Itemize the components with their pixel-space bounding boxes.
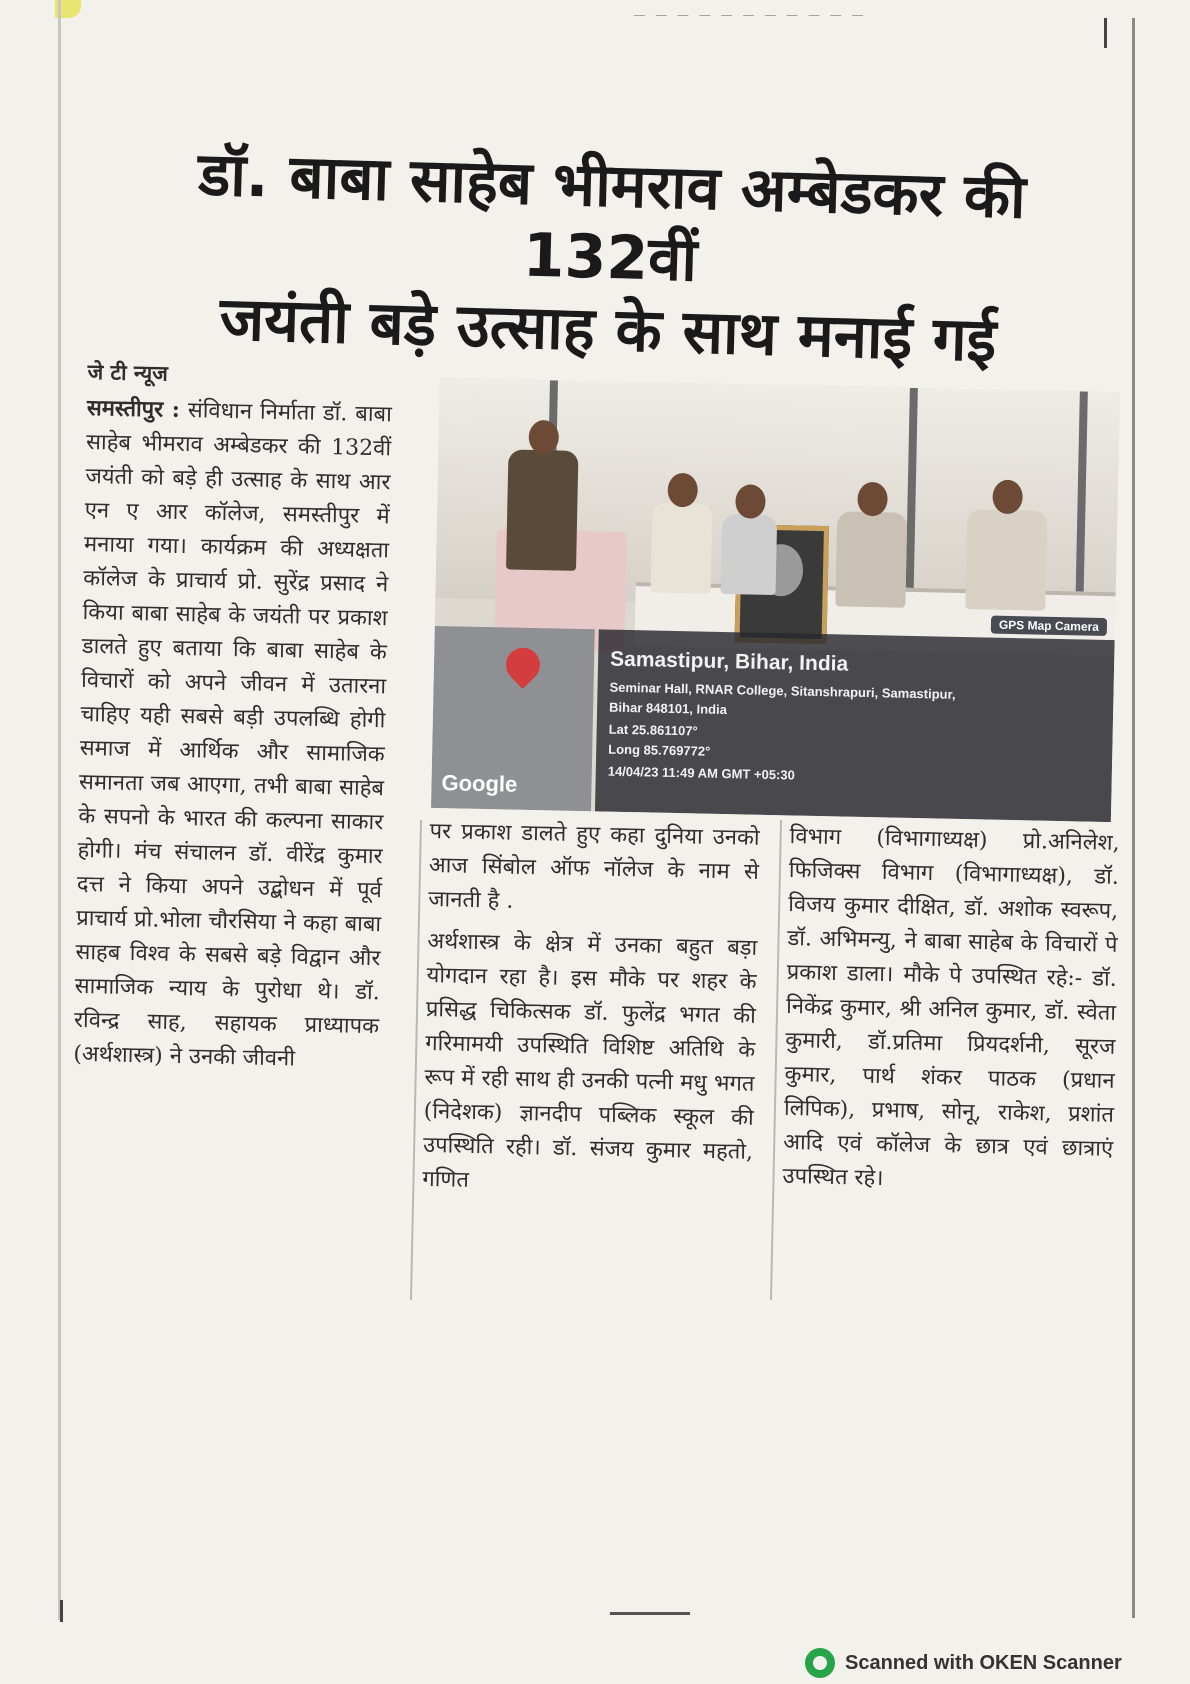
photo-speaker xyxy=(506,449,578,570)
headline-line-1: डॉ. बाबा साहेब भीमराव अम्बेडकर की 132वीं xyxy=(197,139,1027,296)
left-margin-mark xyxy=(60,1600,63,1622)
gps-long: Long 85.769772° xyxy=(608,741,711,759)
article-column-3 xyxy=(782,820,1120,1209)
header-strip: — — — — — — — — — — — xyxy=(633,8,867,22)
photo-guest xyxy=(835,511,907,607)
map-google-label: Google xyxy=(441,770,518,797)
gps-timestamp: 14/04/23 11:49 AM GMT +05:30 xyxy=(607,763,795,783)
gps-location: Samastipur, Bihar, India xyxy=(609,647,849,676)
column-1-text: संविधान निर्माता डॉ. बाबा साहेब भीमराव अम्बेडकर की 132वीं जयंती को बड़े ही उत्साह के साथ आर एन ए आर कॉलेज, समस्तीपुर में मनाया गया। कार्यक्रम की अध्यक्षता कॉलेज के प्राचार्य प्रो. सुरेंद्र प्रसाद ने किया बाबा साहेब के जयंती पर प्रकाश डालते हुए बताया कि बाबा साहेब के विचारों को अपने जीवन में उतारना चाहिए यही सबसे बड़ी उपलब्धि होगी समाज में आर्थिक और सामाजिक समानता जब आएगा, तभी बाबा साहेब के सपनो के भारत की कल्पना साकार होगी। मंच संचालन डॉ. वीरेंद्र कुमार दत्त ने किया अपने उद्बोधन में पूर्व प्राचार्य प्रो.भोला चौरसिया ने कहा बाबा साहब विश्व के सबसे बड़े विद्वान और सामाजिक न्याय के पुरोधा थे। डॉ. रविन्द्र साह, सहायक प्राध्यापक (अर्थशास्त्र) ने उनकी जीवनी xyxy=(73,398,393,1072)
gps-address-2: Bihar 848101, India xyxy=(608,699,728,718)
headline xyxy=(97,136,1123,380)
paper-edge-left xyxy=(58,0,61,1620)
article-column-1 xyxy=(73,355,393,1086)
column-3-text: विभाग (विभागाध्यक्ष) प्रो.अनिलेश, फिजिक्स विभाग (विभागाध्यक्ष), डॉ. विजय कुमार दीक्षित, डॉ. अशोक स्वरूप, डॉ. अभिमन्यु, ने बाबा साहेब के विचारों पे प्रकाश डाला। मौके पे उपस्थित रहे:- डॉ. निकेंद्र कुमार, श्री अनिल कुमार, डॉ. स्वेता कुमारी, डॉ.प्रतिमा प्रियदर्शनी, सूरज कुमार, पार्थ शंकर पाठक (प्रधान लिपिक), प्रभाष, सोनू, राकेश, प्रशांत आदि एवं कॉलेज के छात्र एवं छात्राएं उपस्थित रहे। xyxy=(782,823,1120,1192)
column-rule xyxy=(770,820,782,1300)
bottom-dash xyxy=(610,1612,690,1615)
photo-guest xyxy=(651,502,713,593)
gps-camera-tag: GPS Map Camera xyxy=(991,616,1107,636)
column-rule xyxy=(410,820,422,1300)
event-photo xyxy=(431,378,1120,822)
gps-lat: Lat 25.861107° xyxy=(608,721,698,739)
byline: जे टी न्यूज xyxy=(87,358,169,386)
gps-overlay xyxy=(595,617,1115,822)
photo-guest xyxy=(965,509,1047,611)
gps-address-1: Seminar Hall, RNAR College, Sitanshrapuri, Samastipur, xyxy=(609,679,956,702)
scanner-logo-icon xyxy=(805,1648,835,1678)
scanner-watermark xyxy=(805,1648,1122,1678)
photo-guest xyxy=(721,514,778,595)
edge-tick xyxy=(1104,18,1107,48)
paper-edge-right xyxy=(1132,18,1135,1618)
column-2-paragraph-1: पर प्रकाश डालते हुए कहा दुनिया उनको आज सिंबोल ऑफ नॉलेज के नाम से जानती है . xyxy=(427,818,760,914)
scanner-text: Scanned with OKEN Scanner xyxy=(845,1651,1122,1674)
dateline: समस्तीपुर : xyxy=(86,394,181,423)
article-column-2 xyxy=(422,815,760,1212)
headline-line-2: जयंती बड़े उत्साह के साथ मनाई गई xyxy=(218,284,998,376)
article-paragraph xyxy=(73,391,392,1078)
column-2-paragraph-2: अर्थशास्त्र के क्षेत्र में उनका बहुत बड़ा योगदान रहा है। इस मौके पर शहर के प्रसिद्ध चिकित्सक डॉ. फुलेंद्र भगत की गरिमामयी उपस्थिति विशिष्ट अतिथि के रूप में रही साथ ही उनकी पत्नी मधु भगत (निदेशक) ज्ञानदीप पब्लिक स्कूल की उपस्थिति रही। डॉ. संजय कुमार महतो, गणित xyxy=(422,928,758,1193)
